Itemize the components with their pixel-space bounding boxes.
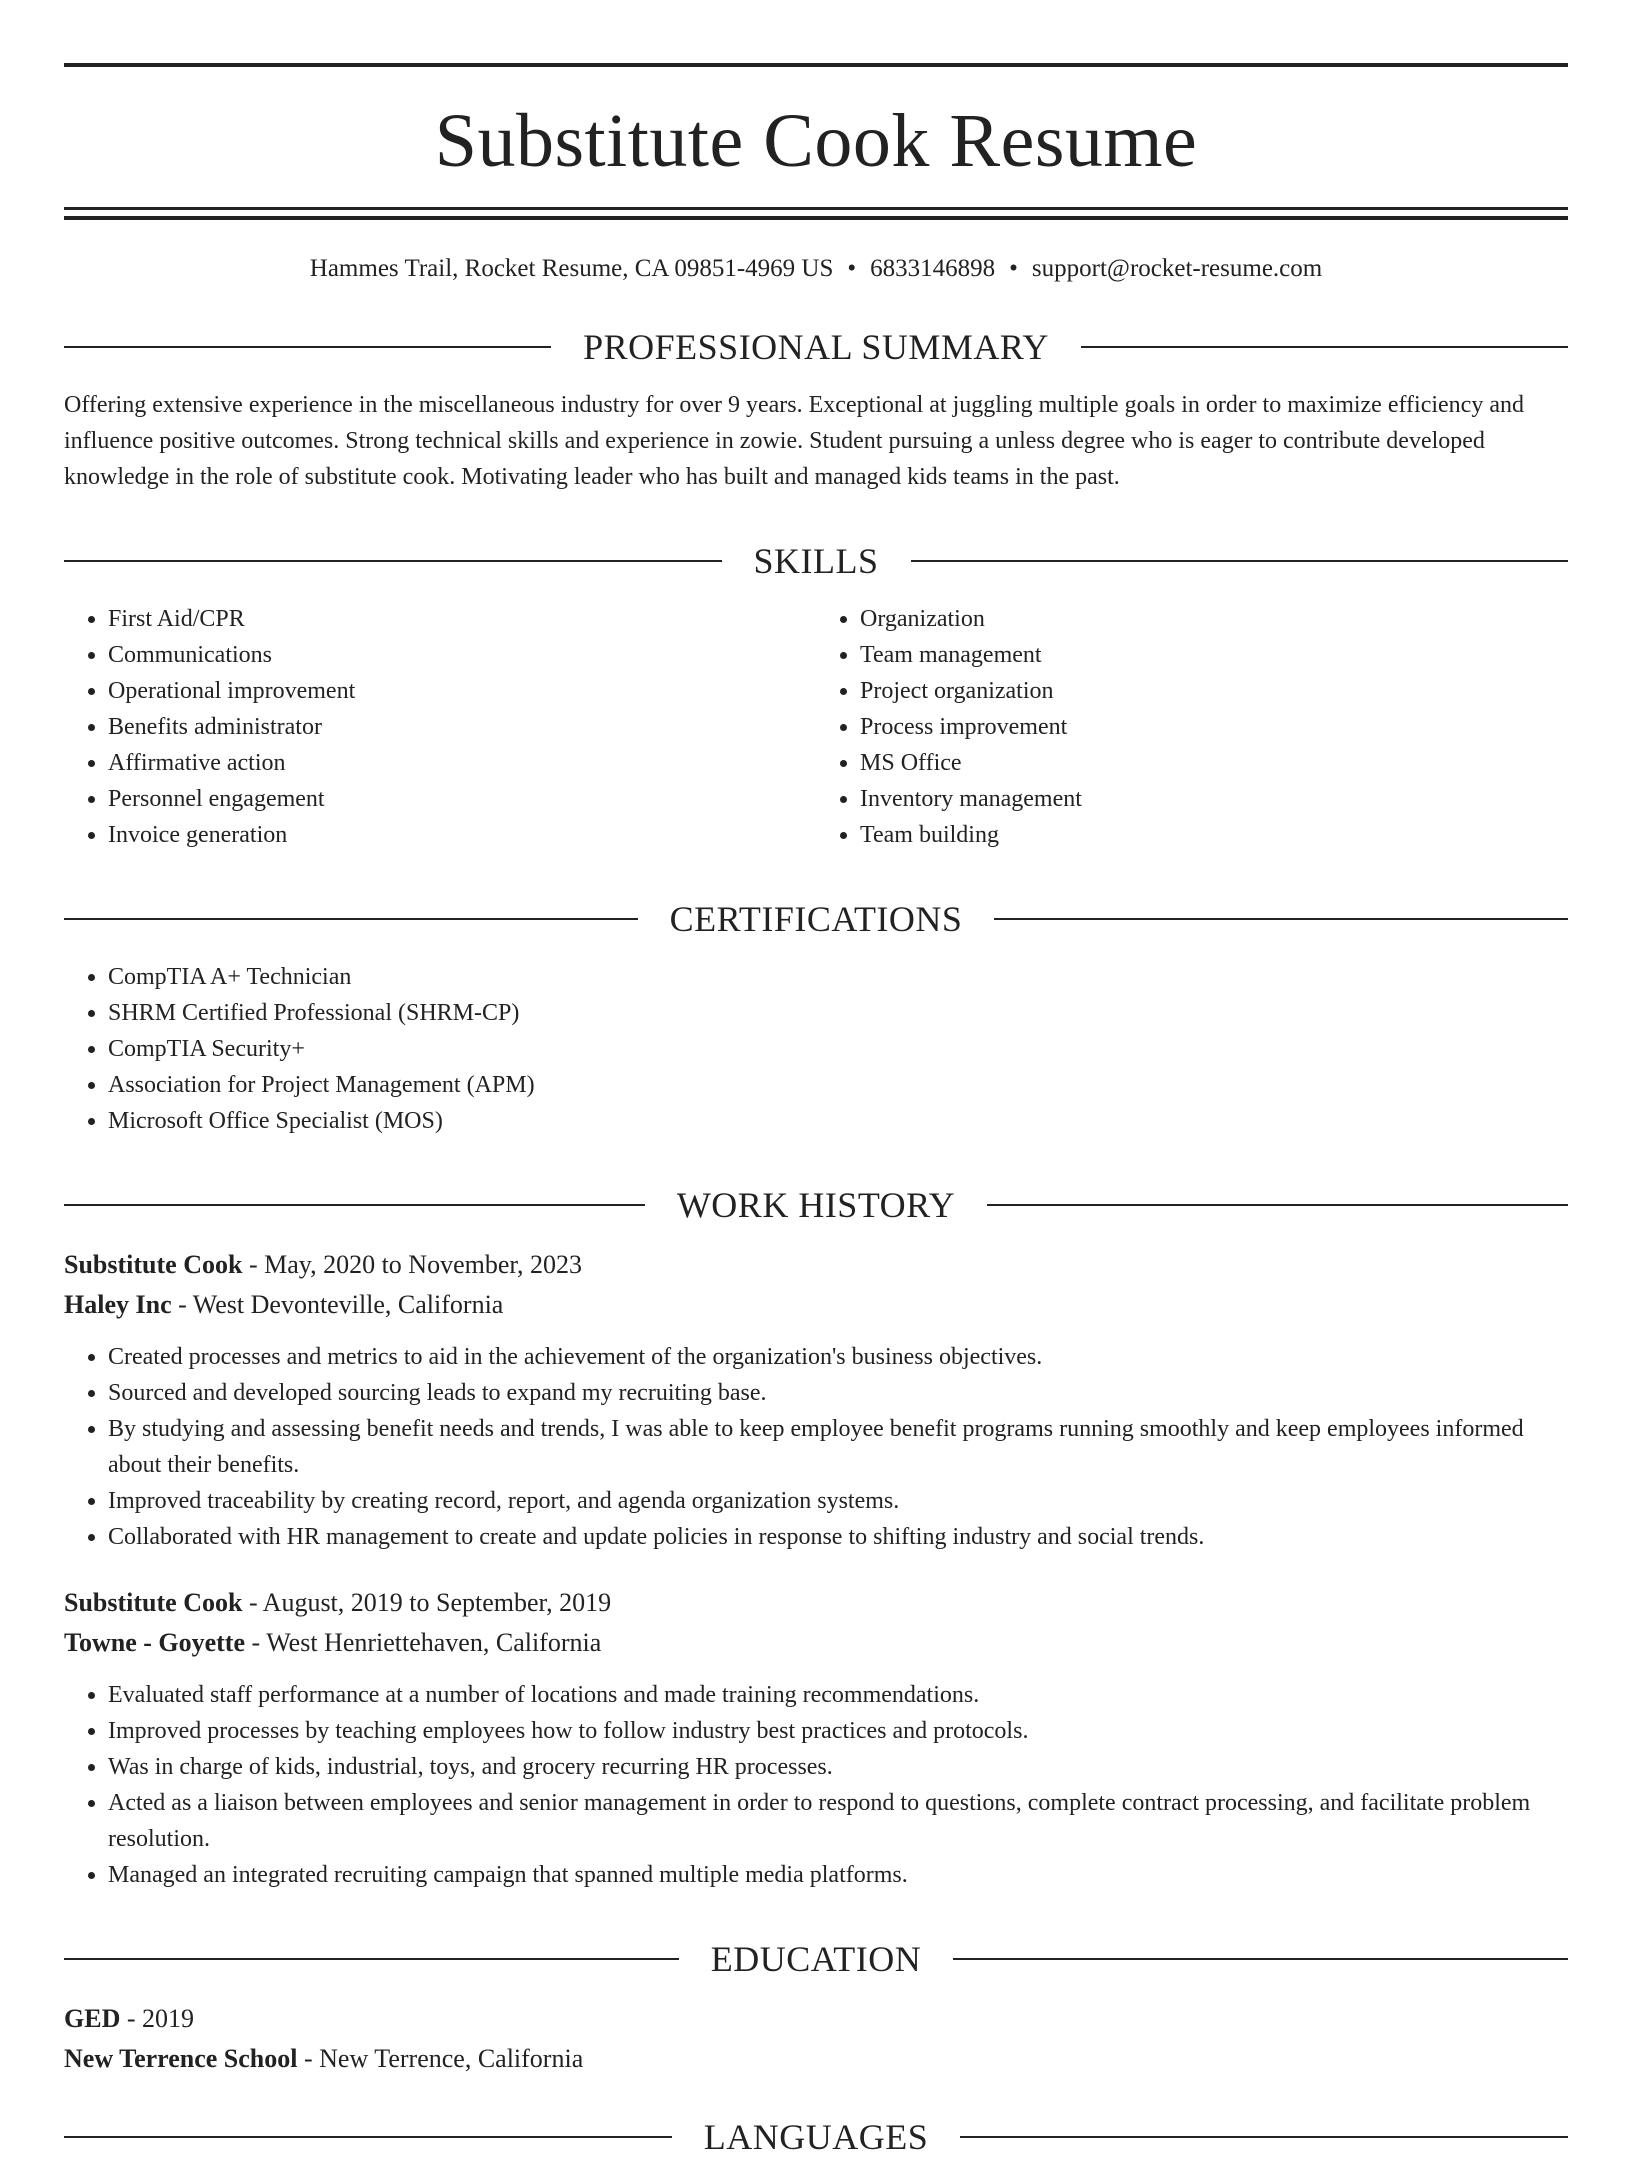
skill-item: • Team building xyxy=(860,817,1568,853)
job-bullet: • Sourced and developed sourcing leads to expand my recruiting base. xyxy=(108,1375,1568,1411)
job-title: Substitute Cook xyxy=(64,1250,243,1279)
section-heading-education xyxy=(64,1941,1568,1977)
heading-rule-right xyxy=(994,918,1568,920)
skill-item: • Project organization xyxy=(860,673,1568,709)
skill-item: • First Aid/CPR xyxy=(108,601,816,637)
skill-item: • Invoice generation xyxy=(108,817,816,853)
job-title: Substitute Cook xyxy=(64,1588,243,1617)
certification-item: • Microsoft Office Specialist (MOS) xyxy=(108,1103,1568,1139)
title-rule-upper xyxy=(64,207,1568,210)
job-bullet: • Was in charge of kids, industrial, toys, and grocery recurring HR processes. xyxy=(108,1749,1568,1785)
skill-item: • Organization xyxy=(860,601,1568,637)
heading-rule-left xyxy=(64,1204,645,1206)
section-heading-label: PROFESSIONAL SUMMARY xyxy=(583,327,1049,367)
contact-separator: • xyxy=(847,255,857,282)
certifications-list xyxy=(64,959,1568,1139)
job-bullet: • By studying and assessing benefit needs and trends, I was able to keep employee benefit programs running smoothly and keep employees informed about their benefits. xyxy=(108,1411,1568,1483)
job-bullet: • Collaborated with HR management to create and update policies in response to shifting industry and social trends. xyxy=(108,1519,1568,1555)
education-degree: GED xyxy=(64,2004,121,2033)
section-heading-label: EDUCATION xyxy=(710,1939,922,1979)
certification-item: • CompTIA Security+ xyxy=(108,1031,1568,1067)
skill-item: • Team management xyxy=(860,637,1568,673)
contact-address: Hammes Trail, Rocket Resume, CA 09851-4969 US xyxy=(309,255,834,282)
skill-item: • Benefits administrator xyxy=(108,709,816,745)
skill-item: • Affirmative action xyxy=(108,745,816,781)
education-year: - 2019 xyxy=(120,2004,195,2033)
contact-separator: • xyxy=(1009,255,1018,282)
section-heading-languages xyxy=(64,2119,1568,2155)
job-company-line xyxy=(64,1623,1568,1663)
summary-text: Offering extensive experience in the miscellaneous industry for over 9 years. Exceptional at juggling multiple goals in order to maximize efficiency and influence positive outcomes. Strong technical skills and experience in zowie. Student pursuing a unless degree who is eager to contribute developed knowledge in the role of substitute cook. Motivating leader who has built and managed kids teams in the past. xyxy=(64,392,1524,490)
job-bullet: • Improved traceability by creating record, report, and agenda organization systems. xyxy=(108,1483,1568,1519)
heading-rule-right xyxy=(960,2136,1568,2138)
skill-item: • Operational improvement xyxy=(108,673,816,709)
skill-item: • Inventory management xyxy=(860,781,1568,817)
job-entry xyxy=(64,1583,1568,1893)
heading-rule-right xyxy=(953,1958,1568,1960)
certification-item: • SHRM Certified Professional (SHRM-CP) xyxy=(108,995,1568,1031)
skills-grid xyxy=(64,579,1568,853)
heading-rule-left xyxy=(64,918,638,920)
education-school: New Terrence School xyxy=(64,2044,298,2073)
job-bullet: • Created processes and metrics to aid in the achievement of the organization's business objectives. xyxy=(108,1339,1568,1375)
section-heading-summary xyxy=(64,329,1568,365)
heading-rule-left xyxy=(64,1958,679,1960)
skill-item: • Process improvement xyxy=(860,709,1568,745)
job-entry xyxy=(64,1245,1568,1555)
education-school-line xyxy=(64,2039,1568,2079)
section-heading-label: WORK HISTORY xyxy=(676,1185,956,1225)
education-location: - New Terrence, California xyxy=(297,2044,584,2073)
contact-email: support@rocket-resume.com xyxy=(1031,255,1323,282)
job-company-line xyxy=(64,1285,1568,1325)
job-bullets xyxy=(64,1339,1568,1555)
skill-item: • Communications xyxy=(108,637,816,673)
contact-line xyxy=(64,256,1568,281)
skills-list-left xyxy=(64,601,816,853)
education-entry xyxy=(64,1999,1568,2079)
heading-rule-left xyxy=(64,2136,672,2138)
section-heading-label: CERTIFICATIONS xyxy=(669,899,963,939)
job-dates: - May, 2020 to November, 2023 xyxy=(242,1250,582,1279)
title-rule-lower xyxy=(64,216,1568,220)
job-company: Haley Inc xyxy=(64,1290,172,1319)
certification-item: • Association for Project Management (APM) xyxy=(108,1067,1568,1103)
section-heading-label: SKILLS xyxy=(753,541,879,581)
section-heading-work-history xyxy=(64,1187,1568,1223)
job-bullets xyxy=(64,1677,1568,1893)
job-company: Towne - Goyette xyxy=(64,1628,246,1657)
resume-page xyxy=(0,63,1632,2175)
job-location: - West Henriettehaven, California xyxy=(245,1628,602,1657)
skill-item: • MS Office xyxy=(860,745,1568,781)
job-location: - West Devonteville, California xyxy=(171,1290,504,1319)
skills-list-right xyxy=(816,601,1568,853)
job-bullet: • Improved processes by teaching employees how to follow industry best practices and protocols. xyxy=(108,1713,1568,1749)
job-bullet: • Evaluated staff performance at a number of locations and made training recommendations. xyxy=(108,1677,1568,1713)
job-title-line xyxy=(64,1245,1568,1285)
contact-phone: 6833146898 xyxy=(870,255,996,282)
job-dates: - August, 2019 to September, 2019 xyxy=(242,1588,612,1617)
job-bullet: • Managed an integrated recruiting campaign that spanned multiple media platforms. xyxy=(108,1857,1568,1893)
section-heading-label: LANGUAGES xyxy=(703,2117,929,2157)
job-bullet: • Acted as a liaison between employees and senior management in order to respond to questions, complete contract processing, and facilitate problem resolution. xyxy=(108,1785,1568,1857)
skill-item: • Personnel engagement xyxy=(108,781,816,817)
top-rule xyxy=(64,63,1568,67)
heading-rule-left xyxy=(64,560,722,562)
certification-item: • CompTIA A+ Technician xyxy=(108,959,1568,995)
section-heading-certifications xyxy=(64,901,1568,937)
heading-rule-right xyxy=(1081,346,1568,348)
job-title-line xyxy=(64,1583,1568,1623)
heading-rule-right xyxy=(987,1204,1568,1206)
education-degree-line xyxy=(64,1999,1568,2039)
section-heading-skills xyxy=(64,543,1568,579)
heading-rule-right xyxy=(911,560,1569,562)
heading-rule-left xyxy=(64,346,551,348)
page-title: Substitute Cook Resume xyxy=(434,99,1198,183)
